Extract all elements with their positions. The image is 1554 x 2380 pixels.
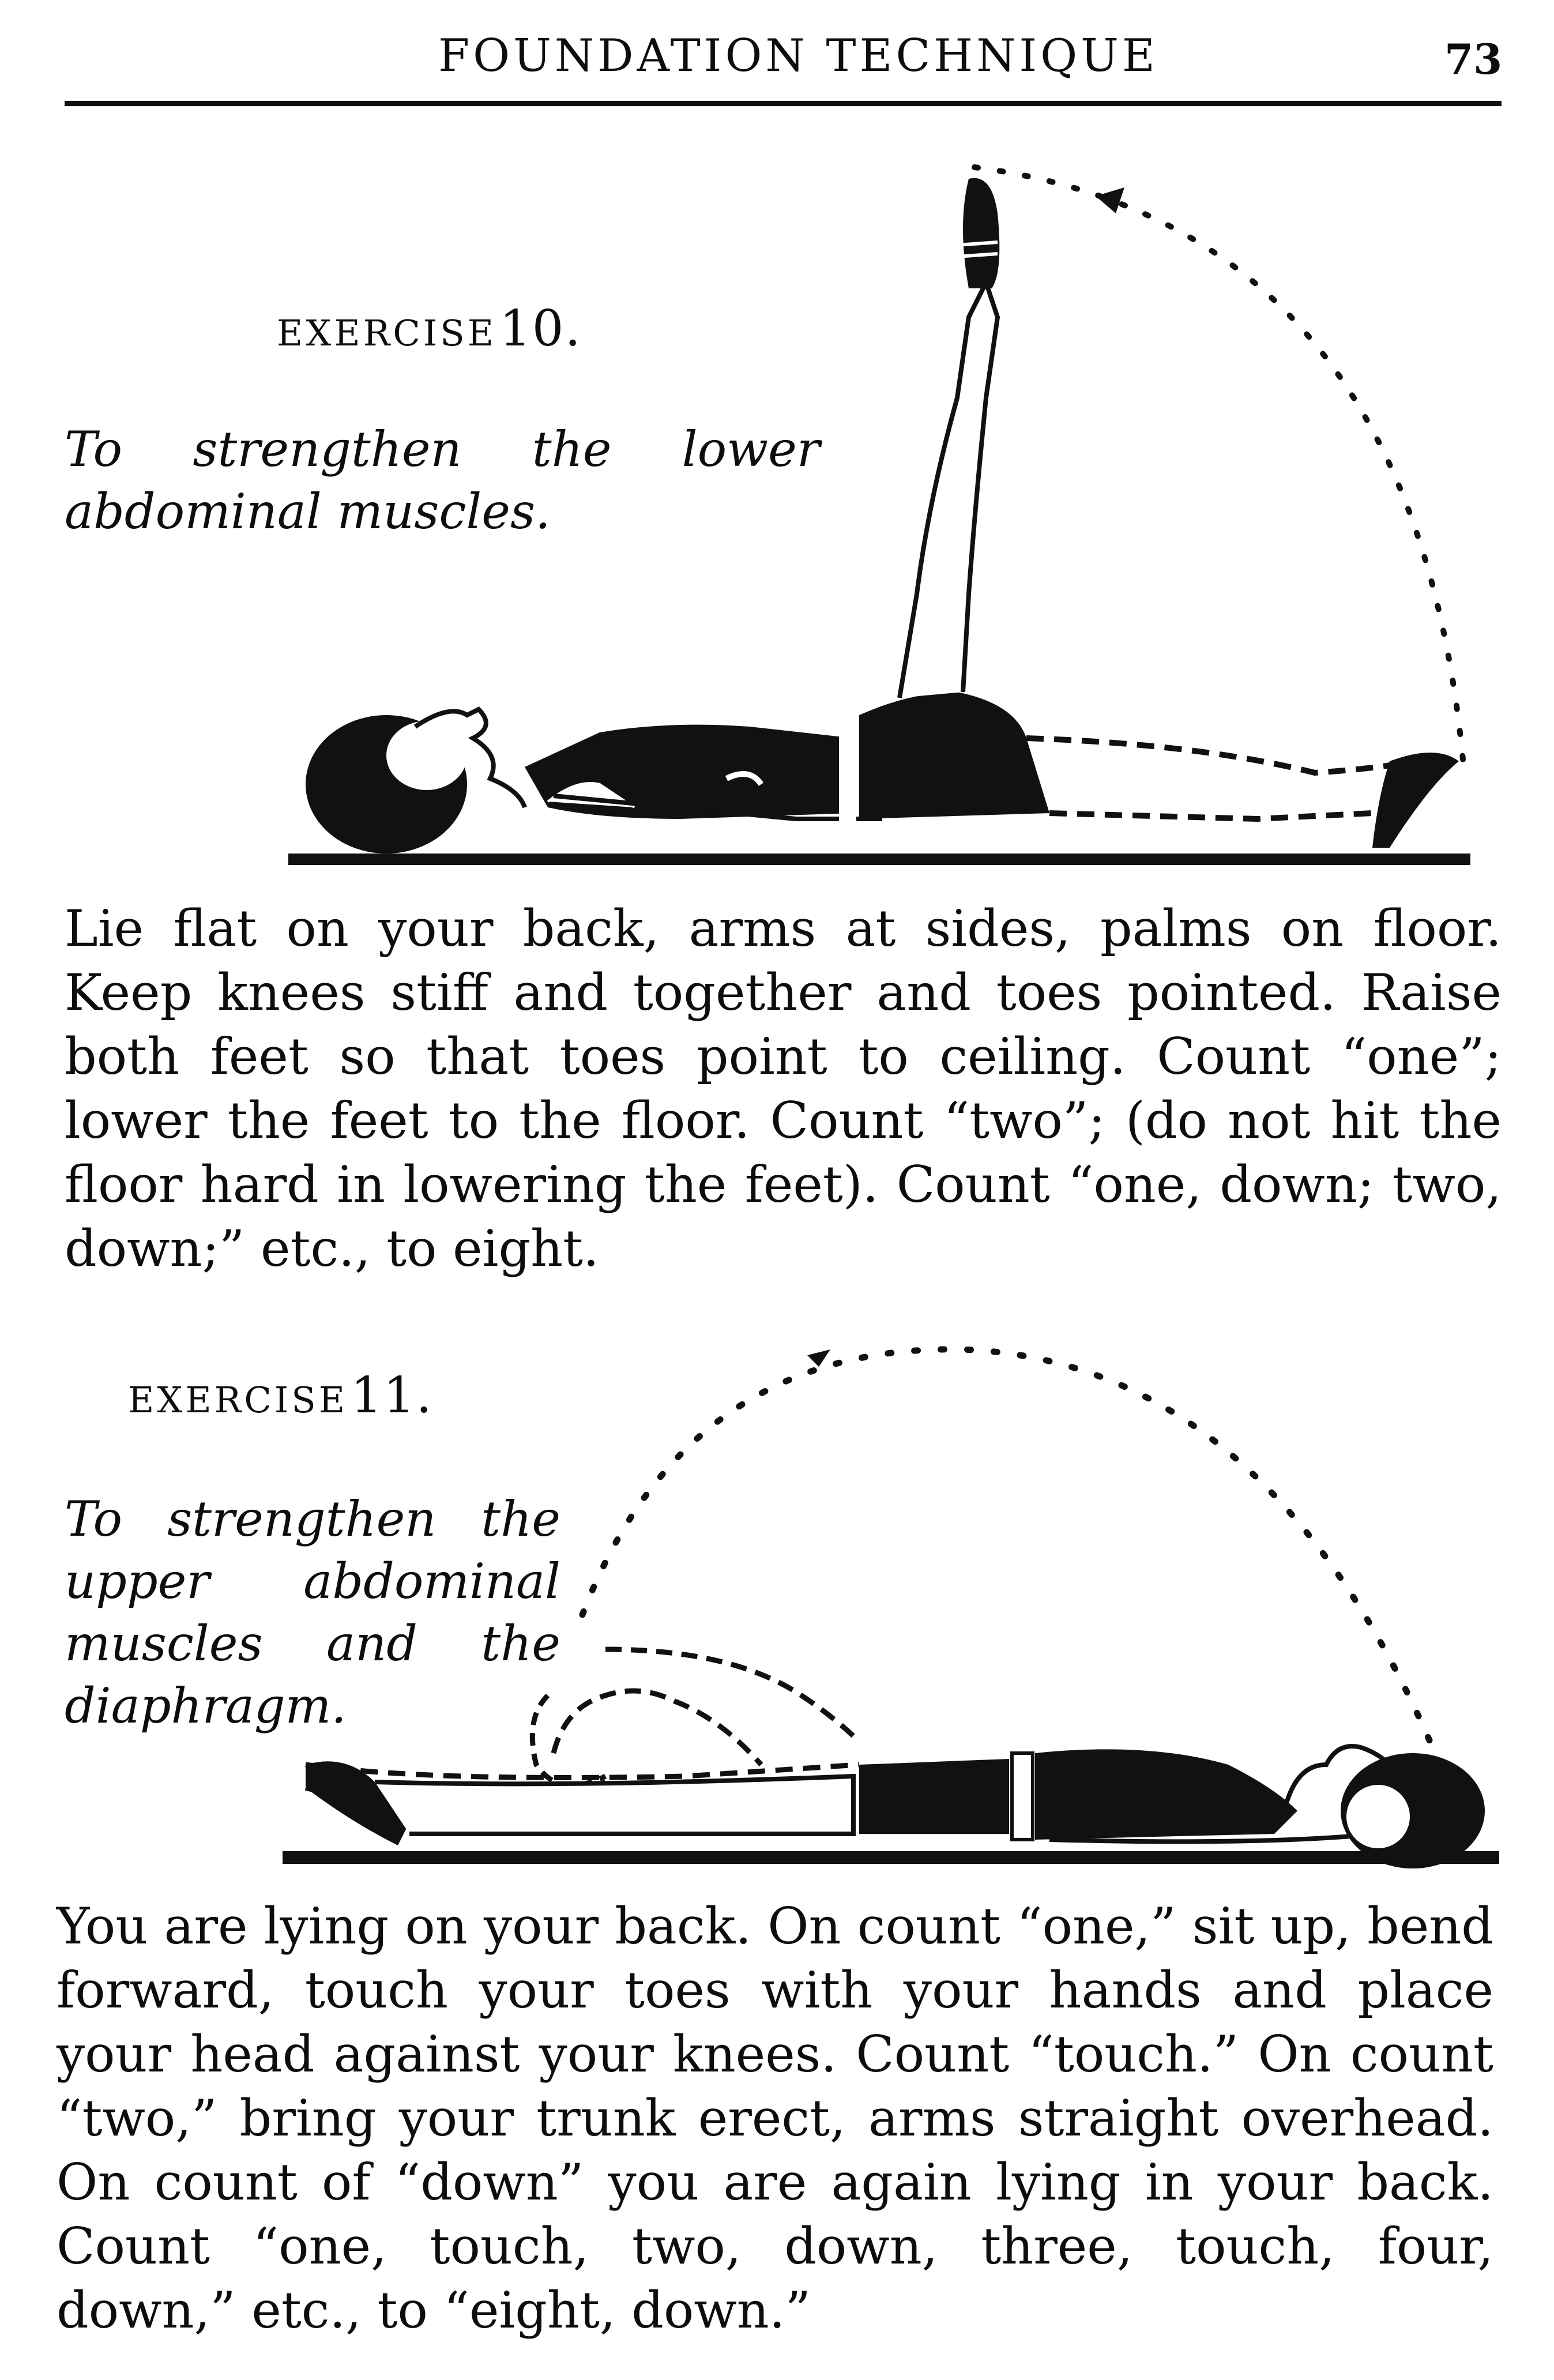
shorts bbox=[859, 692, 1049, 819]
legs bbox=[375, 1776, 853, 1834]
exercise-10-number: 10. bbox=[499, 300, 582, 358]
exercise-11-caption: To strengthen the upper abdominal muscles and the diaphragm. bbox=[65, 1491, 560, 1734]
header-rule bbox=[65, 101, 1502, 106]
floor-line bbox=[288, 854, 1470, 865]
exercise-10-instructions: Lie flat on your back, arms at sides, palms on floor. Keep knees stiff and together and toes pointed. Raise both feet so that toes point to ceiling. Count “one”; lower the feet to the floor. Count “two”; (do not hit the floor hard in lowering the feet). Count “one, down; two, down;” etc., to eight. bbox=[65, 899, 1502, 1278]
exercise-11-label: EXERCISE bbox=[128, 1379, 348, 1421]
floor-line bbox=[283, 1851, 1499, 1864]
raised-foot bbox=[963, 178, 999, 288]
page-number: 73 bbox=[1444, 35, 1503, 84]
exercise-10-illustration bbox=[277, 156, 1522, 882]
shorts bbox=[859, 1759, 1009, 1834]
exercise-11-illustration bbox=[283, 1326, 1511, 1868]
exercise-10-label: EXERCISE bbox=[277, 312, 496, 354]
torso bbox=[525, 725, 853, 819]
raised-leg bbox=[900, 283, 998, 698]
arrow-head-icon bbox=[807, 1349, 830, 1367]
motion-arc bbox=[582, 1349, 1430, 1742]
motion-arc bbox=[974, 167, 1465, 779]
arrow-head-icon bbox=[1096, 187, 1124, 213]
exercise-11-number: 11. bbox=[351, 1367, 433, 1424]
exercise-10-caption: To strengthen the lower abdominal muscles. bbox=[65, 421, 820, 540]
running-head: FOUNDATION TECHNIQUE bbox=[438, 30, 1158, 82]
torso bbox=[1035, 1749, 1297, 1840]
exercise-11-instructions: You are lying on your back. On count “one,” sit up, bend forward, touch your toes with your hands and place your head against your knees. Count “touch.” On count “two,” bring your trunk erect, arms straight overhead. On count of “down” you are again lying in your back. Count “one, touch, two, down, three, touch, four, down,” etc., to “eight, down.” bbox=[57, 1897, 1493, 2340]
